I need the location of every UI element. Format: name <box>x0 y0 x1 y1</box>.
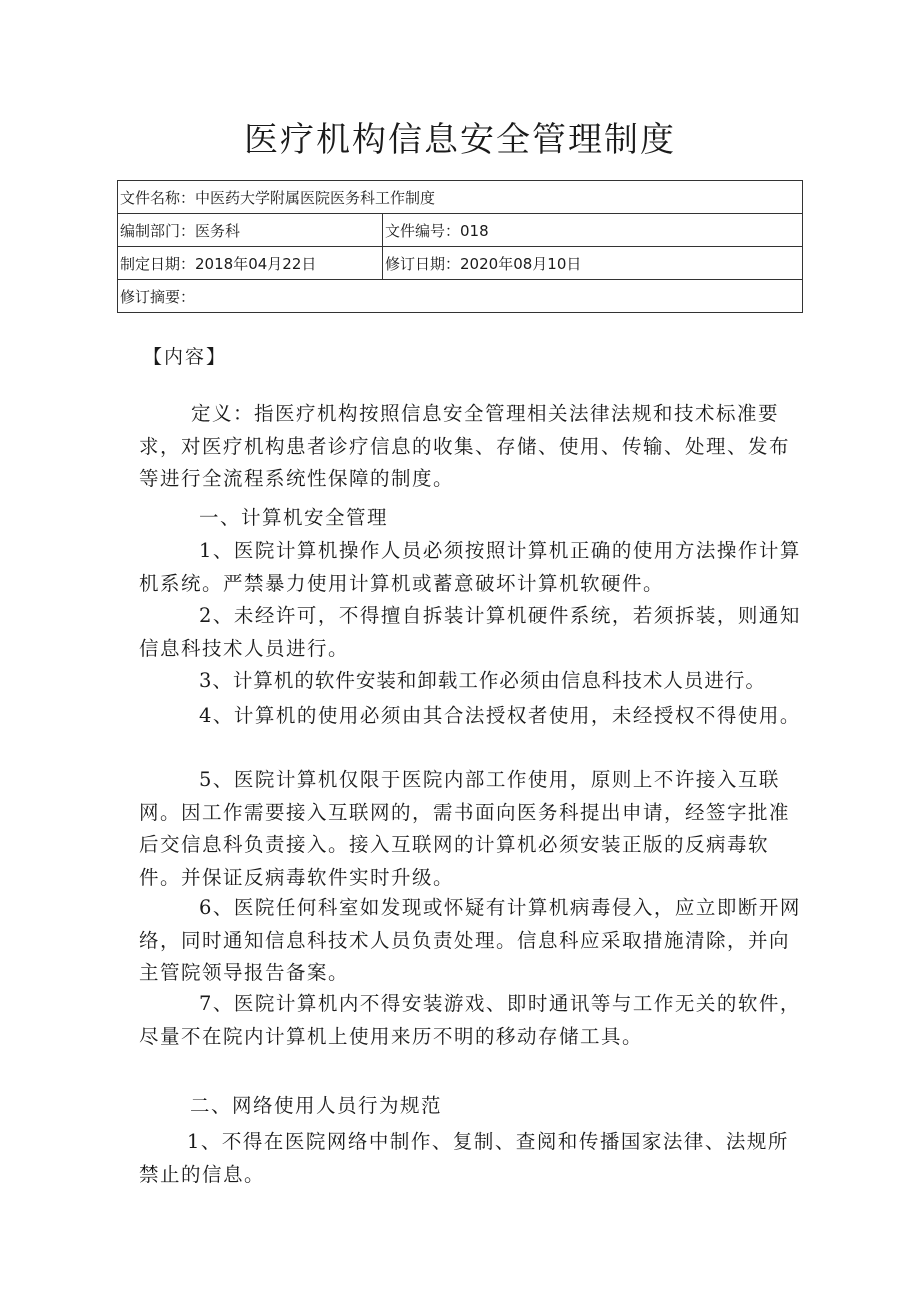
s1-item-4-text: 4、计算机的使用必须由其合法授权者使用，未经授权不得使用。 <box>199 704 801 727</box>
page-title: 医疗机构信息安全管理制度 <box>244 120 676 160</box>
s1-item-2-text: 2、未经许可，不得擅自拆装计算机硬件系统，若须拆装，则通知信息科技术人员进行。 <box>139 604 801 660</box>
meta-row-file-name <box>118 181 803 214</box>
revised-value: 2020年08月10日 <box>460 254 582 273</box>
created-label: 制定日期： <box>120 254 196 273</box>
definition-paragraph <box>139 398 809 496</box>
content-heading: 【内容】 <box>143 346 228 368</box>
created-value: 2018年04月22日 <box>195 254 317 273</box>
file-no-label: 文件编号： <box>385 221 461 240</box>
file-name-cell <box>118 181 803 214</box>
s1-item-1-text: 1、医院计算机操作人员必须按照计算机正确的使用方法操作计算机系统。严禁暴力使用计算机或蓄意破坏计算机软硬件。 <box>139 539 801 595</box>
s2-item-1 <box>139 1126 809 1191</box>
s1-item-3 <box>139 665 809 698</box>
summary-label: 修订摘要： <box>120 287 196 306</box>
s1-item-4 <box>139 700 809 733</box>
document-meta-table <box>117 180 803 313</box>
s1-item-6-text: 6、医院任何科室如发现或怀疑有计算机病毒侵入，应立即断开网络，同时通知信息科技术人员负责处理。信息科应采取措施清除，并向主管院领导报告备案。 <box>139 896 801 984</box>
revised-label: 修订日期： <box>385 254 461 273</box>
s2-item-1-text: 1、不得在医院网络中制作、复制、查阅和传播国家法律、法规所禁止的信息。 <box>139 1130 789 1186</box>
s1-item-7 <box>139 988 809 1053</box>
meta-row-dates <box>118 247 803 280</box>
section-1-title: 一、计算机安全管理 <box>199 506 389 529</box>
s1-item-3-text: 3、计算机的软件安装和卸载工作必须由信息科技术人员进行。 <box>199 669 766 692</box>
file-no-value: 018 <box>460 221 489 240</box>
file-name-label: 文件名称： <box>120 188 196 207</box>
s1-item-7-text: 7、医院计算机内不得安装游戏、即时通讯等与工作无关的软件，尽量不在院内计算机上使用来历不明的移动存储工具。 <box>139 992 801 1048</box>
dept-value: 医务科 <box>195 221 241 240</box>
s1-item-1 <box>139 535 809 600</box>
dept-label: 编制部门： <box>120 221 196 240</box>
section-2-title: 二、网络使用人员行为规范 <box>190 1094 443 1117</box>
s1-item-5 <box>139 764 809 894</box>
dept-cell <box>118 214 383 247</box>
revised-date-cell <box>383 247 803 280</box>
meta-row-dept <box>118 214 803 247</box>
file-no-cell <box>383 214 803 247</box>
meta-row-summary <box>118 280 803 313</box>
created-date-cell <box>118 247 383 280</box>
revision-summary-cell <box>118 280 803 313</box>
definition-text: 定义：指医疗机构按照信息安全管理相关法律法规和技术标准要求，对医疗机构患者诊疗信息的收集、存储、使用、传输、处理、发布等进行全流程系统性保障的制度。 <box>139 402 791 490</box>
s1-item-2 <box>139 600 809 665</box>
file-name-value: 中医药大学附属医院医务科工作制度 <box>195 188 436 207</box>
s1-item-5-text: 5、医院计算机仅限于医院内部工作使用，原则上不许接入互联网。因工作需要接入互联网的，需书面向医务科提出申请，经签字批准后交信息科负责接入。接入互联网的计算机必须安装正版的反病毒软件。并保证反病毒软件实时升级。 <box>139 768 791 889</box>
s1-item-6 <box>139 892 809 990</box>
